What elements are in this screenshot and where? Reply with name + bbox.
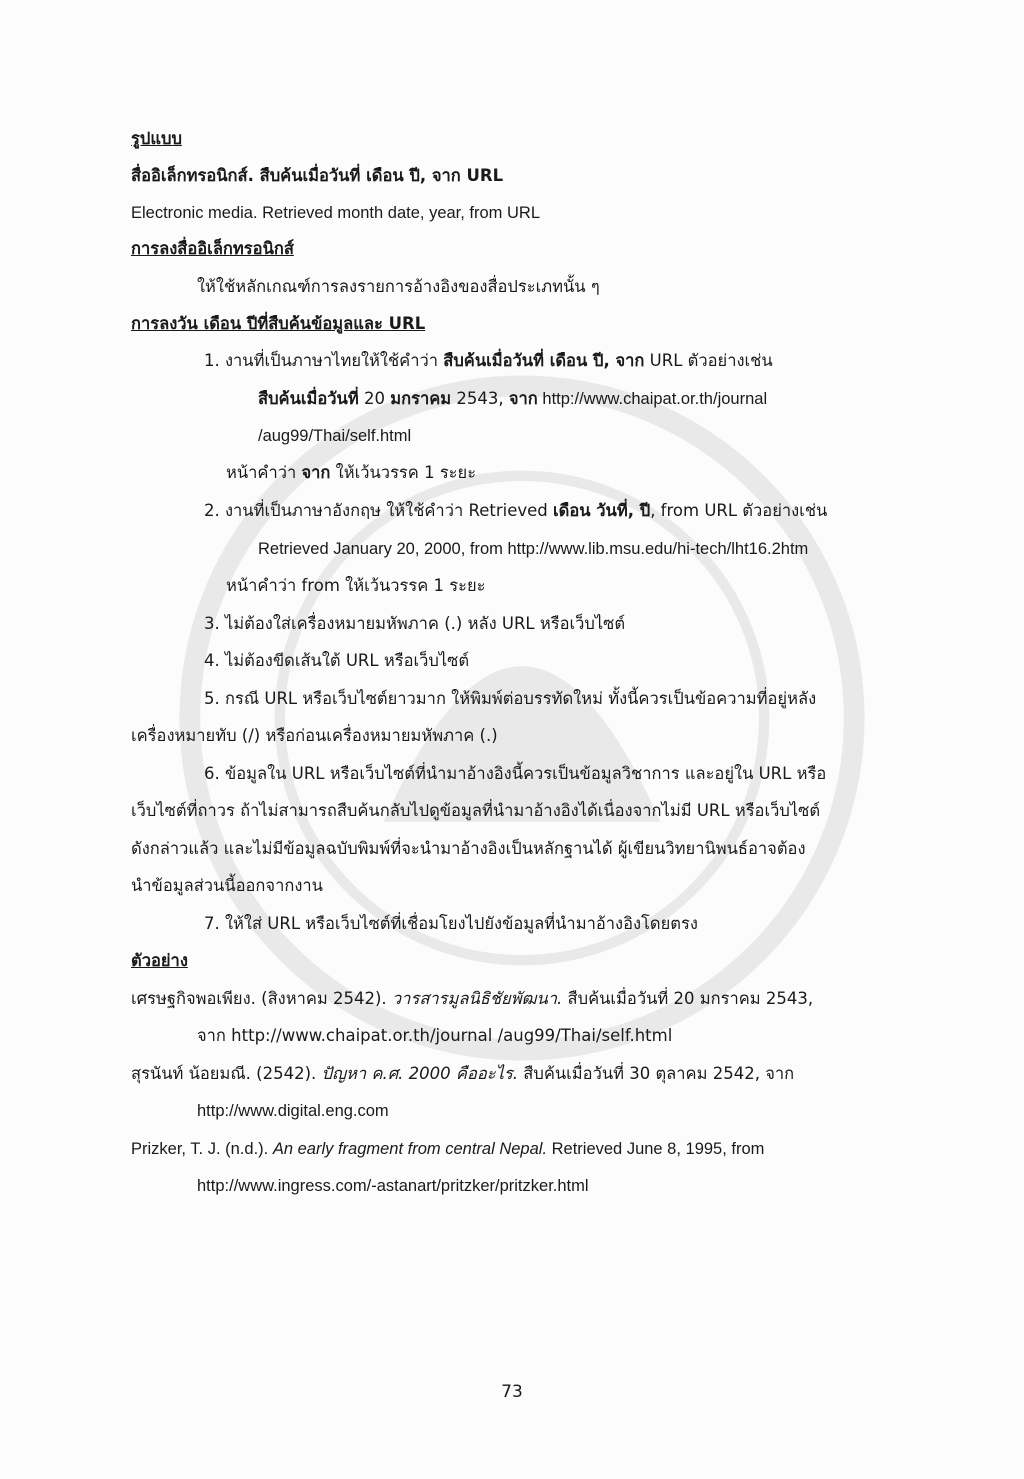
rule-2-note: หน้าคำว่า from ให้เว้นวรรค 1 ระยะ (226, 576, 486, 595)
rule-1-note (226, 462, 476, 484)
rule-6-line-3: ดังกล่าวแล้ว และไม่มีข้อมูลฉบับพิมพ์ที่จะนำมาอ้างอิงเป็นหลักฐานได้ ผู้เขียนวิทยานิพนธ์อาจต้อง (131, 839, 806, 858)
example-2-author: สุรนันท์ น้อยมณี. (2542). (131, 1064, 322, 1083)
rule-6-line-4: นำข้อมูลส่วนนี้ออกจากงาน (131, 876, 323, 895)
example-1-author: เศรษฐกิจพอเพียง. (สิงหาคม 2542). (131, 989, 392, 1008)
rule-1-post: URL ตัวอย่างเช่น (644, 351, 773, 370)
rule-1-example (258, 388, 767, 410)
example-3-author: Prizker, T. J. (n.d.). (131, 1140, 273, 1158)
example-1-retrieved: สืบค้นเมื่อวันที่ 20 มกราคม 2543, (562, 989, 814, 1008)
rule-1-example-url: http://www.chaipat.or.th/journal (537, 390, 768, 408)
example-2-title: ปัญหา ค.ศ. 2000 คืออะไร. (321, 1064, 519, 1083)
format-english: Electronic media. Retrieved month date, year, from URL (131, 204, 541, 222)
page-number: 73 (501, 1382, 523, 1402)
example-1-title: วารสารมูลนิธิชัยพัฒนา. (391, 989, 563, 1008)
example-2 (131, 1063, 794, 1085)
example-3-title: An early fragment from central Nepal. (272, 1140, 548, 1158)
rule-6-line-2: เว็บไซต์ที่ถาวร ถ้าไม่สามารถสืบค้นกลับไปดูข้อมูลที่นำมาอ้างอิงได้เนื่องจากไม่มี URL หรือเว็บไซต์ (131, 801, 821, 820)
heading-format: รูปแบบ (131, 129, 182, 148)
rule-4: 4. ไม่ต้องขีดเส้นใต้ URL หรือเว็บไซต์ (204, 651, 470, 670)
rule-1-example-month: มกราคม (390, 389, 452, 408)
rule-5-line-1: 5. กรณี URL หรือเว็บไซต์ยาวมาก ให้พิมพ์ต่อบรรทัดใหม่ ทั้งนี้ควรเป็นข้อความที่อยู่หลัง (204, 689, 817, 708)
heading-date-url: การลงวัน เดือน ปีที่สืบค้นข้อมูลและ URL (131, 314, 426, 333)
rule-2-example: Retrieved January 20, 2000, from http://www.lib.msu.edu/hi-tech/lht16.2htm (258, 540, 809, 558)
rule-1-note-post: ให้เว้นวรรค 1 ระยะ (330, 463, 477, 482)
example-2-url: http://www.digital.eng.com (197, 1102, 389, 1120)
rule-2 (204, 500, 827, 522)
rule-1-note-pre: หน้าคำว่า (226, 463, 302, 482)
rule-2-post: , from URL ตัวอย่างเช่น (650, 501, 828, 520)
rule-1-bold: สืบค้นเมื่อวันที่ เดือน ปี, จาก (443, 351, 645, 370)
rule-1 (204, 350, 773, 372)
media-rule-text: ให้ใช้หลักเกณฑ์การลงรายการอ้างอิงของสื่อประเภทนั้น ๆ (197, 277, 600, 296)
rule-1-example-bold1: สืบค้นเมื่อวันที่ (258, 389, 359, 408)
rule-2-pre: 2. งานที่เป็นภาษาอังกฤษ ให้ใช้คำว่า Retrieved (204, 501, 553, 520)
rule-1-pre: 1. งานที่เป็นภาษาไทยให้ใช้คำว่า (204, 351, 444, 370)
rule-7: 7. ให้ใส่ URL หรือเว็บไซต์ที่เชื่อมโยงไปยังข้อมูลที่นำมาอ้างอิงโดยตรง (204, 914, 698, 933)
heading-examples: ตัวอย่าง (131, 951, 188, 970)
rule-1-example-url-cont: /aug99/Thai/self.html (258, 427, 412, 445)
rule-2-bold: เดือน วันที่, ปี (552, 501, 651, 520)
heading-electronic-media: การลงสื่ออิเล็กทรอนิกส์ (131, 239, 294, 258)
rule-6-line-1: 6. ข้อมูลใน URL หรือเว็บไซต์ที่นำมาอ้างอิงนี้ควรเป็นข้อมูลวิชาการ และอยู่ใน URL หรือ (204, 764, 827, 783)
example-3-url: http://www.ingress.com/-astanart/pritzker/pritzker.html (197, 1177, 589, 1195)
example-2-retrieved: สืบค้นเมื่อวันที่ 30 ตุลาคม 2542, จาก (518, 1064, 795, 1083)
rule-1-note-bold: จาก (301, 463, 331, 482)
example-1 (131, 988, 813, 1010)
example-1-url: จาก http://www.chaipat.or.th/journal /aug99/Thai/self.html (197, 1026, 673, 1045)
rule-3: 3. ไม่ต้องใส่เครื่องหมายมหัพภาค (.) หลัง URL หรือเว็บไซต์ (204, 614, 626, 633)
rule-1-example-from: จาก (508, 389, 538, 408)
example-3-retrieved: Retrieved June 8, 1995, from (547, 1140, 765, 1158)
rule-1-example-day: 20 (358, 389, 391, 408)
rule-1-example-year: 2543, (451, 389, 509, 408)
rule-5-line-2: เครื่องหมายทับ (/) หรือก่อนเครื่องหมายมหัพภาค (.) (131, 726, 498, 745)
format-thai: สื่ออิเล็กทรอนิกส์. สืบค้นเมื่อวันที่ เดือน ปี, จาก URL (131, 166, 504, 185)
example-3 (131, 1138, 764, 1160)
